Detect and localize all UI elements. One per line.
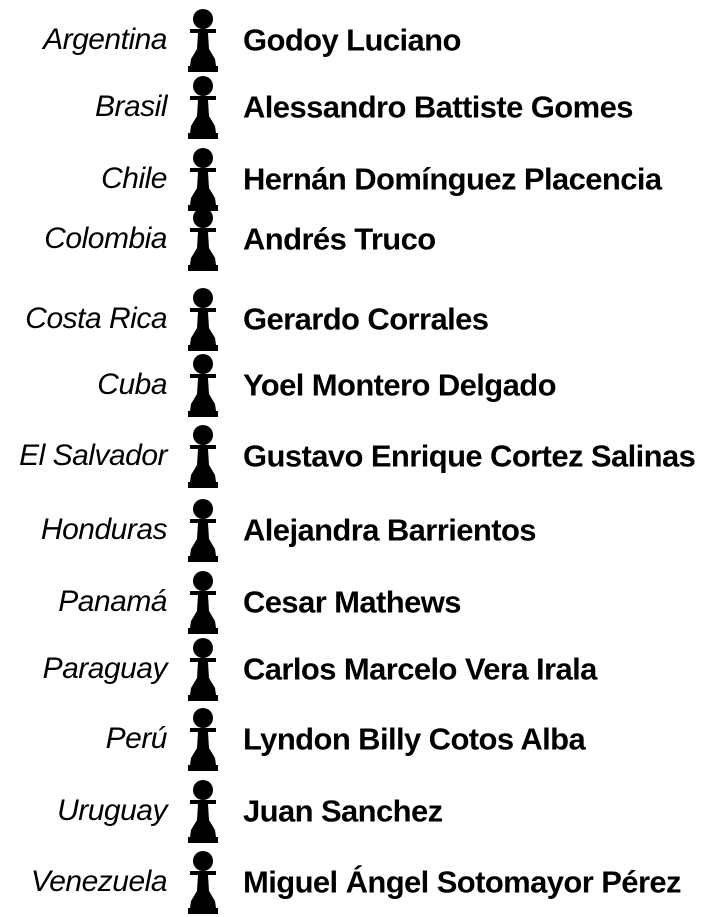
player-name: Gustavo Enrique Cortez Salinas — [243, 438, 696, 474]
list-item — [0, 634, 709, 704]
player-name: Alejandra Barrientos — [243, 512, 536, 548]
chess-pawn-icon — [185, 570, 221, 634]
player-name: Carlos Marcelo Vera Irala — [243, 651, 597, 687]
list-item — [0, 567, 709, 637]
chess-pawn-icon — [185, 147, 221, 211]
chess-pawn-icon — [185, 353, 221, 417]
list-item — [0, 421, 709, 491]
list-item — [0, 350, 709, 420]
player-name: Miguel Ángel Sotomayor Pérez — [243, 864, 681, 900]
player-name: Gerardo Corrales — [243, 301, 489, 337]
list-item — [0, 204, 709, 274]
country-label: Uruguay — [57, 794, 167, 827]
player-name: Hernán Domínguez Placencia — [243, 161, 662, 197]
player-name: Alessandro Battiste Gomes — [243, 89, 633, 125]
country-label: Costa Rica — [25, 302, 167, 335]
country-label: El Salvador — [19, 439, 167, 472]
chess-pawn-icon — [185, 498, 221, 562]
country-label: Venezuela — [30, 865, 167, 898]
chess-pawn-icon — [185, 637, 221, 701]
list-item — [0, 72, 709, 142]
player-name: Juan Sanchez — [243, 793, 443, 829]
country-label: Paraguay — [42, 652, 167, 685]
list-item — [0, 776, 709, 846]
country-label: Honduras — [40, 513, 167, 546]
country-label: Panamá — [58, 585, 167, 618]
player-name: Yoel Montero Delgado — [243, 367, 556, 403]
list-item — [0, 704, 709, 774]
chess-pawn-icon — [185, 779, 221, 843]
list-item — [0, 284, 709, 354]
chess-pawn-icon — [185, 287, 221, 351]
country-label: Argentina — [43, 23, 167, 56]
chess-pawn-icon — [185, 8, 221, 72]
chess-pawn-icon — [185, 75, 221, 139]
player-name: Cesar Mathews — [243, 584, 461, 620]
country-label: Colombia — [44, 222, 167, 255]
player-name: Lyndon Billy Cotos Alba — [243, 721, 586, 757]
chess-pawn-icon — [185, 424, 221, 488]
country-label: Brasil — [94, 90, 167, 123]
chess-pawn-icon — [185, 850, 221, 914]
list-item — [0, 847, 709, 917]
player-name: Andrés Truco — [243, 221, 436, 257]
chess-pawn-icon — [185, 707, 221, 771]
player-name: Godoy Luciano — [243, 22, 461, 58]
country-label: Chile — [101, 162, 167, 195]
list-item — [0, 495, 709, 565]
country-label: Cuba — [97, 368, 167, 401]
chess-pawn-icon — [185, 207, 221, 271]
list-item — [0, 5, 709, 75]
country-label: Perú — [105, 722, 167, 755]
